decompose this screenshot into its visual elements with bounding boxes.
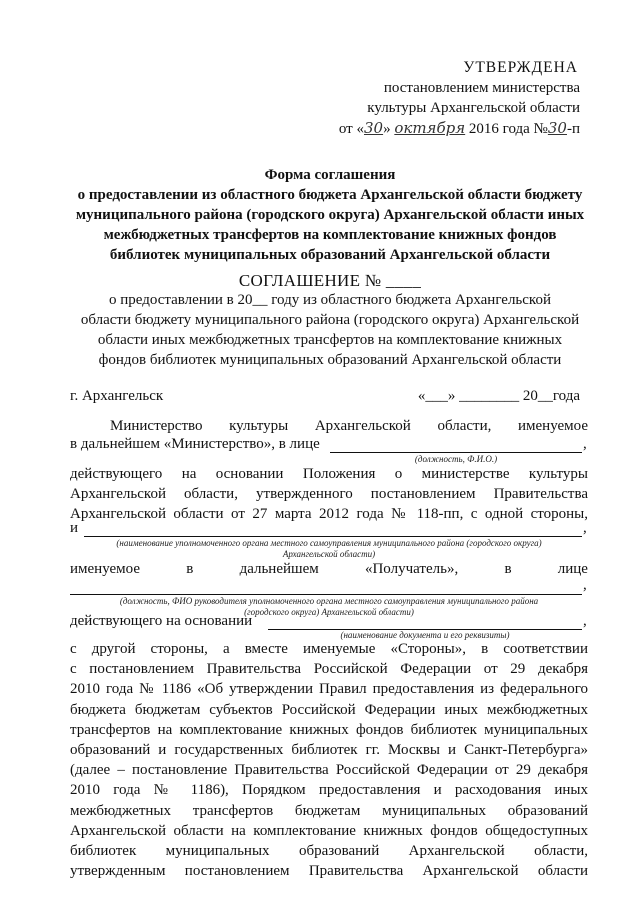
- recipient-caption-1: (должность, ФИО руководителя уполномоченного органа местного самоуправления муниципального района: [119, 596, 539, 606]
- form-title: [60, 165, 600, 265]
- recipient-basis-caption: (наименование документа и его реквизиты): [340, 630, 510, 640]
- body-line: 2010 года № 1186 «Об утверждении Правил предоставления из федерального: [70, 681, 588, 698]
- body-line: Архангельской области на комплектование книжных фондов общедоступных: [70, 822, 588, 839]
- recipient-basis: действующего на основании: [70, 613, 253, 629]
- recipient-w3: дальнейшем: [239, 561, 319, 577]
- recipient-signer-blank: [70, 594, 582, 595]
- agreement-sub-line-1: о предоставлении в 20__ году из областного бюджета Архангельской: [109, 292, 551, 308]
- ministry-line-4: Архангельской области, утвержденного постановлением Правительства: [70, 486, 588, 502]
- agreement-subtitle: [60, 290, 600, 370]
- approval-date-mid: »: [383, 121, 395, 137]
- recipient-caption-2: (городского округа) Архангельской области): [244, 607, 414, 617]
- ministry-and: и: [70, 520, 79, 536]
- ministry-line-1: [70, 418, 588, 435]
- ministry-signer-blank: [330, 452, 582, 453]
- body-line: утвержденным постановлением Правительства Архангельской области: [70, 863, 588, 880]
- agreement-sub-line-2: области бюджету муниципального района (городского округа) Архангельской: [80, 312, 580, 328]
- approval-date-line: [339, 118, 580, 139]
- approval-month-handwritten: октября: [394, 119, 466, 137]
- agreement-sub-line-3: области иных межбюджетных трансфертов на комплектование книжных: [97, 332, 563, 348]
- approval-block: [339, 58, 580, 139]
- recipient-name-caption-1: (наименование уполномоченного органа местного самоуправления муниципального района (городского округа): [116, 538, 542, 548]
- ministry-line-6-comma: ,: [583, 520, 587, 536]
- ministry-caption: (должность, Ф.И.О.): [414, 454, 498, 464]
- recipient-w4: «Получатель»,: [364, 561, 459, 577]
- approval-number-suffix: -п: [566, 121, 580, 137]
- body-line: межбюджетных трансфертов бюджетам муниципальных образований: [70, 802, 588, 819]
- body-line: с постановлением Правительства Российской Федерации от 29 декабря: [70, 661, 588, 678]
- recipient-w2: в: [186, 561, 194, 577]
- recipient-w6: лице: [557, 561, 588, 577]
- approval-number-handwritten: 30: [547, 119, 567, 137]
- recipient-w5: в: [504, 561, 512, 577]
- form-title-line-5: библиотек муниципальных образований Архангельской области: [109, 247, 551, 263]
- body-line: образований и государственных библиотек гг. Москвы и Санкт-Петербурга»: [70, 742, 588, 759]
- recipient-comma: ,: [583, 577, 587, 593]
- body-line: 2010 года № 1186), Порядком предоставления и расходования иных: [70, 782, 588, 799]
- approval-line-1: постановлением министерства: [383, 80, 580, 96]
- recipient-w1: именуемое: [70, 561, 140, 577]
- agreement-title: СОГЛАШЕНИЕ № ____: [238, 271, 422, 290]
- body-line: с другой стороны, а вместе именуемые «Стороны», в соответствии: [70, 641, 588, 657]
- body-line: библиотек муниципальных образований Архангельской области,: [70, 843, 588, 860]
- body-line: (далее – постановление Правительства Российской Федерации от 29 декабря: [70, 762, 588, 779]
- approval-line-2: культуры Архангельской области: [367, 100, 580, 116]
- recipient-basis-comma: ,: [583, 613, 587, 629]
- ministry-line-5: Архангельской области от 27 марта 2012 года № 118-пп, с одной стороны,: [70, 506, 588, 522]
- body-paragraph: [70, 639, 588, 881]
- ministry-w2: культуры: [229, 418, 289, 434]
- approval-date-prefix: от «: [338, 121, 364, 137]
- ministry-comma: ,: [583, 436, 587, 452]
- form-title-line-1: Форма соглашения: [264, 167, 396, 183]
- recipient-name-blank: [84, 536, 582, 537]
- ministry-line-3: действующего на основании Положения о министерстве культуры: [70, 466, 588, 482]
- approval-day-handwritten: 30: [363, 119, 384, 137]
- form-title-line-3: муниципального района (городского округа) Архангельской области иных: [75, 207, 585, 223]
- place-city: г. Архангельск: [70, 388, 164, 404]
- ministry-w4: области,: [437, 418, 492, 434]
- ministry-line-2: в дальнейшем «Министерство», в лице: [70, 436, 320, 452]
- place-date: «___» ________ 20__года: [417, 388, 580, 404]
- body-line: бюджета бюджетам субъектов Российской Федерации иных межбюджетных: [70, 701, 588, 718]
- approval-date-suffix: 2016 года №: [465, 121, 548, 137]
- agreement-sub-line-4: фондов библиотек муниципальных образований Архангельской области: [98, 352, 562, 368]
- ministry-w1: Министерство: [110, 418, 203, 434]
- ministry-w3: Архангельской: [314, 418, 411, 434]
- form-title-line-4: межбюджетных трансфертов на комплектование книжных фондов: [103, 227, 557, 243]
- recipient-line-1: [70, 561, 588, 578]
- ministry-w5: именуемое: [517, 418, 588, 434]
- approval-head: УТВЕРЖДЕНА: [463, 59, 578, 76]
- recipient-name-caption-2: Архангельской области): [282, 549, 376, 559]
- form-title-line-2: о предоставлении из областного бюджета Архангельской области бюджету: [77, 187, 583, 203]
- body-line: трансфертов на комплектование книжных фондов библиотек муниципальных: [70, 721, 588, 738]
